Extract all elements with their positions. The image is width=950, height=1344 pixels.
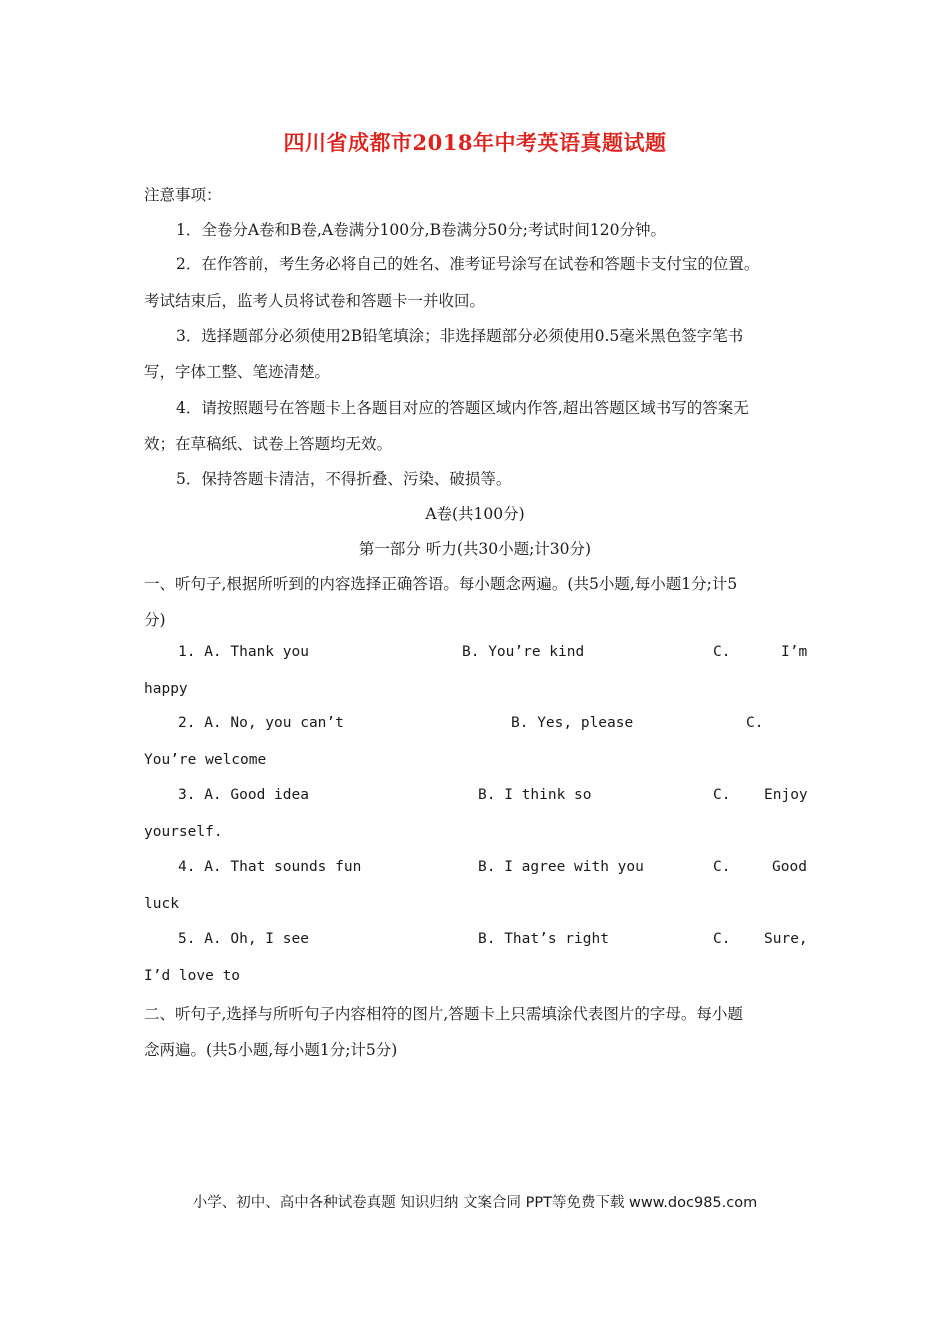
- notice-item-2-line-2: 考试结束后，监考人员将试卷和答题卡一并收回。: [144, 292, 486, 310]
- notice-item-1: 1．全卷分A卷和B卷,A卷满分100分,B卷满分50分;考试时间120分钟。: [176, 221, 666, 239]
- question-4-option-a: 4. A. That sounds fun: [178, 859, 362, 875]
- notice-item-4-line-2: 效；在草稿纸、试卷上答题均无效。: [144, 435, 393, 453]
- question-5-option-b: B. That’s right: [478, 931, 609, 947]
- question-section-1-instruction-cont: 分): [144, 611, 166, 629]
- question-1-option-a: 1. A. Thank you: [178, 644, 309, 660]
- question-5-option-c-text: Sure,: [764, 931, 808, 947]
- question-section-2-instruction-cont: 念两遍。(共5小题,每小题1分;计5分): [144, 1041, 398, 1059]
- notice-heading: 注意事项：: [144, 186, 222, 204]
- question-section-1-instruction: 一、听句子,根据所听到的内容选择正确答语。每小题念两遍。(共5小题,每小题1分;计5: [144, 575, 738, 593]
- question-2-option-a: 2. A. No, you can’t: [178, 715, 344, 731]
- question-3-option-c-continued: yourself.: [144, 824, 223, 840]
- notice-item-4-line-1: 4．请按照题号在答题卡上各题目对应的答题区域内作答,超出答题区域书写的答案无: [176, 399, 749, 417]
- question-1-option-c-continued: happy: [144, 681, 188, 697]
- question-4-option-c-continued: luck: [144, 896, 179, 912]
- question-4-option-b: B. I agree with you: [478, 859, 644, 875]
- notice-item-3-line-2: 写，字体工整、笔迹清楚。: [144, 363, 331, 381]
- section-a-heading: A卷(共100分): [425, 505, 525, 523]
- notice-item-2-line-1: 2．在作答前，考生务必将自己的姓名、准考证号涂写在试卷和答题卡支付宝的位置。: [176, 255, 760, 273]
- question-3-option-a: 3. A. Good idea: [178, 787, 309, 803]
- notice-item-3-line-1: 3．选择题部分必须使用2B铅笔填涂；非选择题部分必须使用0.5毫米黑色签字笔书: [176, 327, 744, 345]
- page-footer: 小学、初中、高中各种试卷真题 知识归纳 文案合同 PPT等免费下载 www.doc985.com: [192, 1195, 758, 1211]
- question-4-option-c-label: C.: [713, 859, 731, 875]
- question-5-option-c-label: C.: [713, 931, 731, 947]
- question-2-option-c-continued: You’re welcome: [144, 752, 267, 768]
- question-2-option-c-label: C.: [746, 715, 764, 731]
- question-1-option-c-text: I’m: [781, 644, 808, 660]
- page-title: 四川省成都市2018年中考英语真题试题: [283, 130, 667, 155]
- notice-item-5: 5．保持答题卡清洁，不得折叠、污染、破损等。: [176, 470, 512, 488]
- question-section-2-instruction: 二、听句子,选择与所听句子内容相符的图片,答题卡上只需填涂代表图片的字母。每小题: [144, 1005, 743, 1023]
- question-5-option-a: 5. A. Oh, I see: [178, 931, 309, 947]
- question-1-option-c-label: C.: [713, 644, 731, 660]
- question-5-option-c-continued: I’d love to: [144, 968, 241, 984]
- question-1-option-b: B. You’re kind: [462, 644, 585, 660]
- question-3-option-b: B. I think so: [478, 787, 592, 803]
- question-4-option-c-text: Good: [772, 859, 807, 875]
- question-2-option-b: B. Yes, please: [511, 715, 634, 731]
- part-1-heading: 第一部分 听力(共30小题;计30分): [358, 540, 592, 558]
- question-3-option-c-text: Enjoy: [764, 787, 808, 803]
- question-3-option-c-label: C.: [713, 787, 731, 803]
